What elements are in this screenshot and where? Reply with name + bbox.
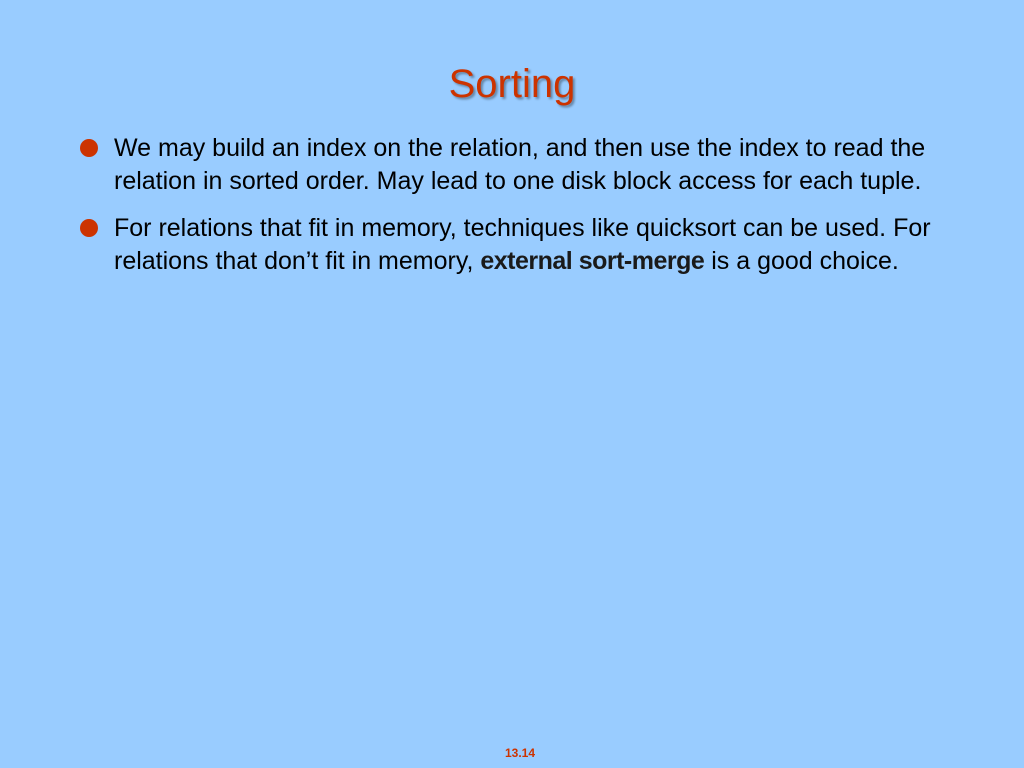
bullet-list [76, 132, 956, 292]
bullet-text: We may build an index on the relation, and then use the index to read the relation in sorted order. May lead to one disk block access for each tuple. [114, 134, 926, 195]
bullet-dot-icon [80, 139, 98, 157]
bullet-text-before: For relations that fit in memory, techniques like quicksort can be used. For relations that don’t fit in memory, [114, 214, 931, 275]
page-number: 13.14 [504, 746, 536, 760]
bullet-text-after: is a good choice. [704, 247, 899, 275]
bullet-dot-icon [80, 219, 98, 237]
bullet-item-memory [76, 212, 956, 278]
bullet-emphasis: external sort-merge [480, 247, 705, 275]
bullet-item-index [76, 132, 956, 198]
slide-title: Sorting [448, 62, 576, 106]
